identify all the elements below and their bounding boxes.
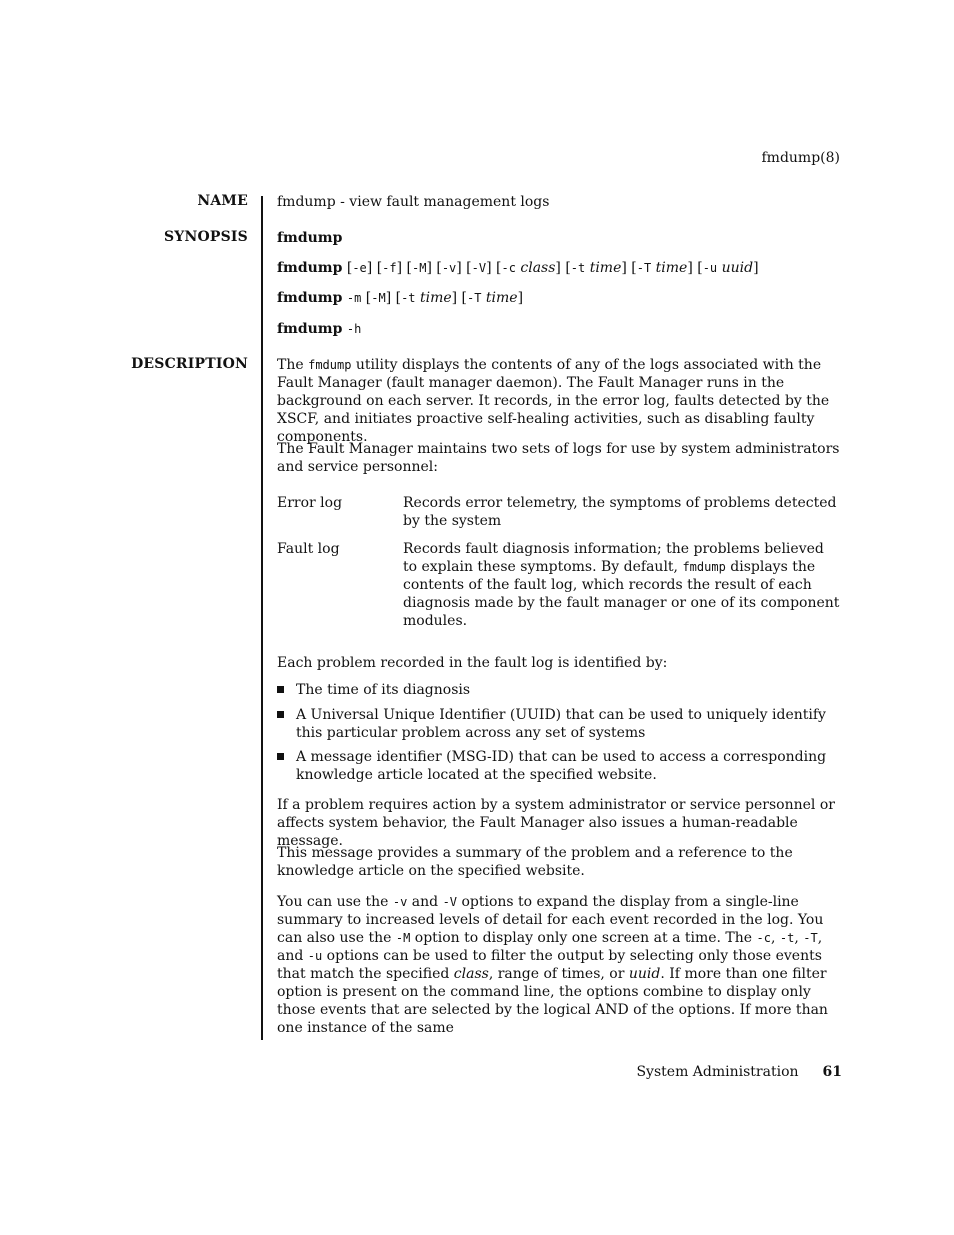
bullet-square-icon xyxy=(277,711,284,718)
name-text: fmdump - view fault management logs xyxy=(277,194,550,210)
synopsis-cmd: fmdump xyxy=(277,230,343,246)
bullet-square-icon xyxy=(277,686,284,693)
synopsis-line3-opt: -h xyxy=(346,322,362,336)
page-number: 61 xyxy=(822,1064,842,1080)
synopsis-line3-cmd: fmdump xyxy=(277,321,343,337)
def-error-log: Records error telemetry, the symptoms of problems detected by the system xyxy=(403,495,837,529)
description-paragraph-4: If a problem requires action by a system administrator or service personnel or affects system behavior, the Fault Manager also issues a human-readable message. xyxy=(277,797,835,849)
bullet-square-icon xyxy=(277,753,284,760)
name-heading: NAME xyxy=(197,193,248,209)
page-footer xyxy=(636,1064,842,1080)
description-heading: DESCRIPTION xyxy=(131,356,248,372)
synopsis-heading: SYNOPSIS xyxy=(164,229,248,245)
running-head: fmdump(8) xyxy=(761,150,840,166)
synopsis-line-3 xyxy=(277,320,841,338)
term-error-log: Error log xyxy=(277,495,343,511)
term-fault-log: Fault log xyxy=(277,541,340,557)
synopsis-command xyxy=(277,229,841,247)
synopsis-line2-cmd: fmdump xyxy=(277,290,343,306)
description-paragraph-3: Each problem recorded in the fault log is identified by: xyxy=(277,655,668,671)
description-paragraph-5: This message provides a summary of the problem and a reference to the knowledge article on the specified website. xyxy=(277,845,793,879)
synopsis-line-1: fmdump [-e] [-f] [-M] [-v] [-V] [-c class] [-t time] [-T time] [-u uuid] xyxy=(277,260,759,276)
fmdump-code: fmdump xyxy=(308,358,352,372)
footer-title: System Administration xyxy=(636,1064,799,1080)
synopsis-line-2: fmdump -m [-M] [-t time] [-T time] xyxy=(277,290,524,306)
manual-page: fmdump(8) NAME fmdump - view fault management logs SYNOPSIS fmdump fmdump [-e] [-f] [-M] [-v] [-V] [-c class] [-t time] [-T time] [-u uuid] fmdump -m [-M] [-t time] [-T time] fmdump -h DESCRIPTION The fmdump utility displays the contents of any of the logs associated with the Fault Manager (fault manager daemon). The Fault Manager runs in the background on each server. It records, in the error log, faults detected by the XSCF, and initiates proactive self-healing activities, such as disabling faulty components. The Fault Manager maintains two sets of logs for use by system administrators and service personnel: Error log Records error telemetry, the symptoms of problems detected by the system Fault log Records fault diagnosis information; the problems believed to explain these symptoms. By default, fmdump displays the contents of the fault log, which records the result of each diagnosis made by the fault manager or one of its component modules. Each problem recorded in the fault log is identified by: The time of its diagnosis A Universal Unique Identifier (UUID) that can be used to uniquely identify this particular problem across any set of systems A message identifier (MSG-ID) that can be used to access a corresponding knowledge article located at the specified website. If a problem requires action by a system administrator or service personnel or affects system behavior, the Fault Manager also issues a human-readable message. This message provides a summary of the problem and a reference to the knowledge article on the specified website. You can use the -v and -V options to expand the display from a single-line summary to increased levels of detail for each event recorded in the log. You can also use the -M option to display only one screen at a time. The -c, -t, -T, and -u options can be used to filter the output by selecting only those events that match the specified class, range of times, or uuid. If more than one filter option is present on the command line, the options combine to display only those events that are selected by the logical AND of the options. If more than one instance of the same System Administration 61 xyxy=(131,150,842,1080)
description-paragraph-1: The fmdump utility displays the contents of any of the logs associated with the Fault Manager (fault manager daemon). The Fault Manager runs in the background on each server. It records, in the error log, faults detected by the XSCF, and initiates proactive self-healing activities, such as disabling faulty components. xyxy=(277,357,830,445)
description-paragraph-6: You can use the -v and -V options to expand the display from a single-line summary to increased levels of detail for each event recorded in the log. You can also use the -M option to display only one screen at a time. The -c, -t, -T, and -u options can be used to filter the output by selecting only those events that match the specified class, range of times, or uuid. If more than one filter option is present on the command line, the options combine to display only those events that are selected by the logical AND of the options. If more than one instance of the same xyxy=(277,894,828,1036)
section-divider-rule xyxy=(261,196,263,1040)
def-fault-log: Records fault diagnosis information; the problems believed to explain these symptoms. By default, fmdump displays the contents of the fault log, which records the result of each diagnosis made by the fault manager or one of its component modules. xyxy=(403,541,840,629)
description-paragraph-2: The Fault Manager maintains two sets of logs for use by system administrators and service personnel: xyxy=(277,441,840,475)
synopsis-line1-cmd: fmdump xyxy=(277,260,343,276)
